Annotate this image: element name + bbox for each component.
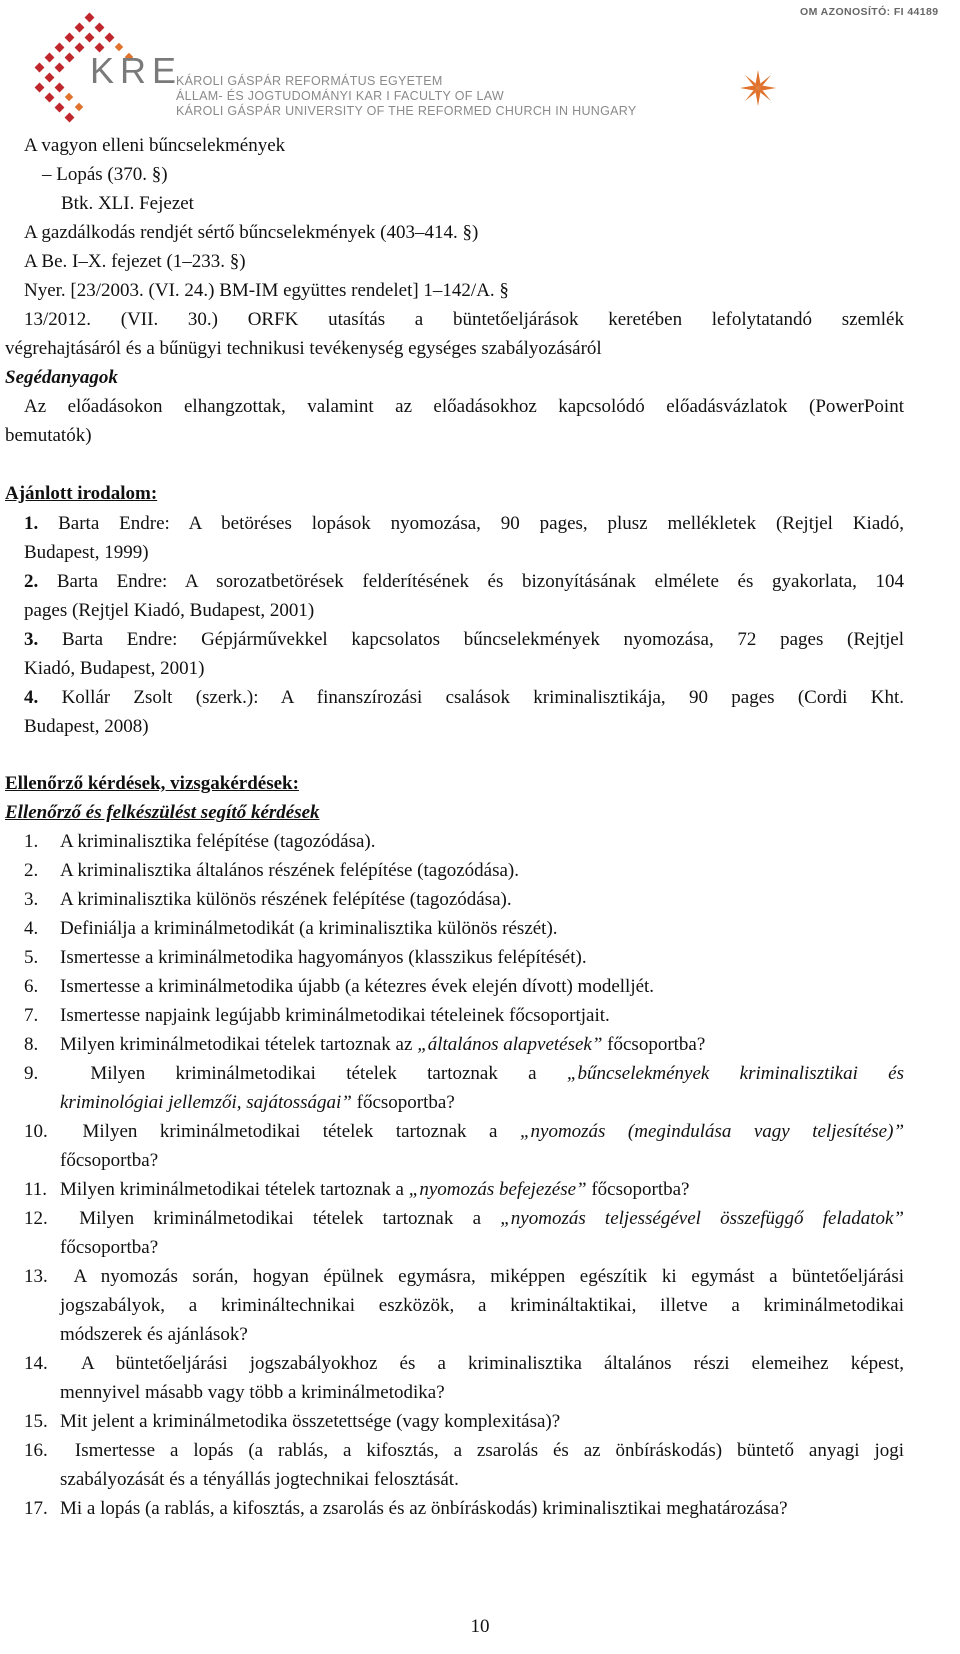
question-text-italic: „nyomozás befejezése” <box>408 1179 587 1200</box>
question-number: 15. <box>24 1411 48 1432</box>
question-number: 9. <box>24 1063 39 1084</box>
question-text-italic: „bűncselekmények kriminalisztikai és <box>566 1063 905 1084</box>
question-item <box>24 888 512 912</box>
reference-text: Barta Endre: A sorozatbetörések felderítésének és bizonyításának elmélete és gyakorlata, 104 <box>56 571 905 592</box>
question-text-italic: kriminológiai jellemzői, sajátosságai” <box>60 1092 352 1113</box>
reference-text: Barta Endre: Gépjárművekkel kapcsolatos bűncselekmények nyomozása, 72 pages (Rejtjel <box>61 629 905 650</box>
question-text: Milyen kriminálmetodikai tételek tartoznak a <box>90 1063 567 1084</box>
question-text: A büntetőeljárási jogszabályokhoz és a kriminalisztika általános részi elemeihez képest, <box>81 1353 905 1374</box>
question-text-cont: jogszabályok, a krimináltechnikai eszközök, a krimináltaktikai, illetve a kriminálmetodikai <box>60 1295 904 1316</box>
question-text: főcsoportba? <box>602 1034 706 1055</box>
question-text: Ismertesse a lopás (a rablás, a kifosztás, a zsarolás és az önbíráskodás) büntető anyagi jogi <box>74 1440 904 1461</box>
question-item <box>24 1120 904 1144</box>
question-text: Ismertesse a kriminálmetodika újabb (a kétezres évek elején dívott) modelljét. <box>60 976 655 997</box>
question-text: Ismertesse a kriminálmetodika hagyományos (klasszikus felépítését). <box>60 947 587 968</box>
question-text: A kriminalisztika felépítése (tagozódása). <box>60 831 376 852</box>
question-number: 1. <box>24 831 39 852</box>
university-name-hu: KÁROLI GÁSPÁR REFORMÁTUS EGYETEM <box>176 74 443 88</box>
question-number: 4. <box>24 918 39 939</box>
reference-number: 3. <box>24 629 39 650</box>
question-text-cont: főcsoportba? <box>60 1150 159 1171</box>
section-heading-segedanyagok: Segédanyagok <box>5 367 118 388</box>
star-icon <box>740 70 776 106</box>
question-text-italic: „nyomozás (megindulása vagy teljesítése)” <box>519 1121 905 1142</box>
question-text: A kriminalisztika különös részének felépítése (tagozódása). <box>60 889 512 910</box>
intro-line: A Be. I–X. fejezet (1–233. §) <box>24 251 246 272</box>
question-item <box>24 1033 705 1057</box>
question-text-cont: mennyivel másabb vagy több a kriminálmetodika? <box>60 1382 445 1403</box>
question-text-italic: „általános alapvetések” <box>417 1034 603 1055</box>
question-item <box>24 1178 689 1202</box>
intro-line: – Lopás (370. §) <box>42 164 168 185</box>
section-heading-ajanlott: Ajánlott irodalom: <box>5 483 158 504</box>
question-item <box>24 1497 788 1521</box>
question-item <box>24 917 558 941</box>
section-subheading-kerdesek: Ellenőrző és felkészülést segítő kérdések <box>5 802 320 823</box>
question-number: 13. <box>24 1266 48 1287</box>
question-item <box>24 946 587 970</box>
question-number: 10. <box>24 1121 48 1142</box>
question-item <box>24 1265 904 1289</box>
reference-item <box>24 512 904 536</box>
question-text: Definiálja a kriminálmetodikát (a kriminalisztika különös részét). <box>60 918 558 939</box>
question-item <box>24 830 376 854</box>
question-item <box>24 859 519 883</box>
intro-line: Btk. XLI. Fejezet <box>61 193 194 214</box>
question-number: 3. <box>24 889 39 910</box>
question-number: 7. <box>24 1005 39 1026</box>
question-text: főcsoportba? <box>586 1179 690 1200</box>
reference-number: 2. <box>24 571 39 592</box>
question-item <box>24 1439 904 1463</box>
question-number: 5. <box>24 947 39 968</box>
reference-item <box>24 628 904 652</box>
reference-text-cont: Budapest, 2008) <box>24 716 149 737</box>
reference-number: 4. <box>24 687 39 708</box>
question-text-cont: szabályozását és a tényállás jogtechnikai felosztását. <box>60 1469 459 1490</box>
question-text: Milyen kriminálmetodikai tételek tartoznak a <box>60 1179 409 1200</box>
question-text: Milyen kriminálmetodikai tételek tartoznak a <box>79 1208 501 1229</box>
question-item <box>24 1410 560 1434</box>
kre-letters: KRE <box>90 50 183 91</box>
reference-text-cont: Kiadó, Budapest, 2001) <box>24 658 205 679</box>
question-number: 2. <box>24 860 39 881</box>
om-id-label: OM AZONOSÍTÓ: FI 44189 <box>800 6 939 18</box>
question-text-cont: főcsoportba? <box>60 1237 159 1258</box>
question-number: 12. <box>24 1208 48 1229</box>
question-number: 6. <box>24 976 39 997</box>
reference-text: Kollár Zsolt (szerk.): A finanszírozási csalások kriminalisztikája, 90 pages (Cordi Kht. <box>61 687 905 708</box>
question-number: 11. <box>24 1179 48 1200</box>
question-item <box>24 975 654 999</box>
reference-number: 1. <box>24 513 39 534</box>
question-text-cont: módszerek és ajánlások? <box>60 1324 248 1345</box>
page-header <box>0 0 960 130</box>
segedanyagok-line: bemutatók) <box>5 425 92 446</box>
question-number: 17. <box>24 1498 48 1519</box>
university-name-block <box>176 74 637 119</box>
question-item <box>24 1207 904 1231</box>
question-text: Mi a lopás (a rablás, a kifosztás, a zsarolás és az önbíráskodás) kriminalisztikai meghatározása? <box>60 1498 788 1519</box>
question-number: 8. <box>24 1034 39 1055</box>
reference-item <box>24 686 904 710</box>
reference-item <box>24 570 904 594</box>
intro-line: végrehajtásáról és a bűnügyi technikusi tevékenység egységes szabályozásáról <box>5 338 602 359</box>
reference-text: Barta Endre: A betöréses lopások nyomozása, 90 pages, plusz mellékletek (Rejtjel Kiadó, <box>58 513 905 534</box>
page-number: 10 <box>470 1616 490 1637</box>
segedanyagok-line: Az előadásokon elhangzottak, valamint az előadásokhoz kapcsolódó előadásvázlatok (PowerPoint <box>24 396 904 417</box>
question-item <box>24 1062 904 1086</box>
intro-line: A vagyon elleni bűncselekmények <box>24 135 286 156</box>
question-text: Ismertesse napjaink legújabb kriminálmetodikai tételeinek főcsoportjait. <box>60 1005 610 1026</box>
intro-line: Nyer. [23/2003. (VI. 24.) BM-IM együttes rendelet] 1–142/A. § <box>24 280 509 301</box>
question-text: főcsoportba? <box>351 1092 455 1113</box>
question-number: 16. <box>24 1440 48 1461</box>
question-number: 14. <box>24 1353 48 1374</box>
intro-line: A gazdálkodás rendjét sértő bűncselekmények (403–414. §) <box>24 222 479 243</box>
reference-text-cont: Budapest, 1999) <box>24 542 149 563</box>
reference-text-cont: pages (Rejtjel Kiadó, Budapest, 2001) <box>24 600 315 621</box>
question-text-italic: „nyomozás teljességével összefüggő feladatok” <box>500 1208 904 1229</box>
question-item <box>24 1352 904 1376</box>
question-text: A kriminalisztika általános részének felépítése (tagozódása). <box>60 860 519 881</box>
section-heading-kerdesek: Ellenőrző kérdések, vizsgakérdések: <box>5 773 299 794</box>
intro-line: 13/2012. (VII. 30.) ORFK utasítás a büntetőeljárások keretében lefolytatandó szemlék <box>24 309 904 330</box>
question-item <box>24 1004 610 1028</box>
question-text: Mit jelent a kriminálmetodika összetettsége (vagy komplexitása)? <box>60 1411 561 1432</box>
question-text: Milyen kriminálmetodikai tételek tartoznak az <box>60 1034 418 1055</box>
university-name-en: KÁROLI GÁSPÁR UNIVERSITY OF THE REFORMED CHURCH IN HUNGARY <box>176 104 637 118</box>
question-text: A nyomozás során, hogyan épülnek egymásra, miképpen egészítik ki egymást a büntetőeljárási <box>73 1266 905 1287</box>
faculty-name: ÁLLAM- ÉS JOGTUDOMÁNYI KAR I FACULTY OF LAW <box>176 89 504 103</box>
question-text: Milyen kriminálmetodikai tételek tartoznak a <box>82 1121 520 1142</box>
question-text-cont <box>60 1091 455 1115</box>
